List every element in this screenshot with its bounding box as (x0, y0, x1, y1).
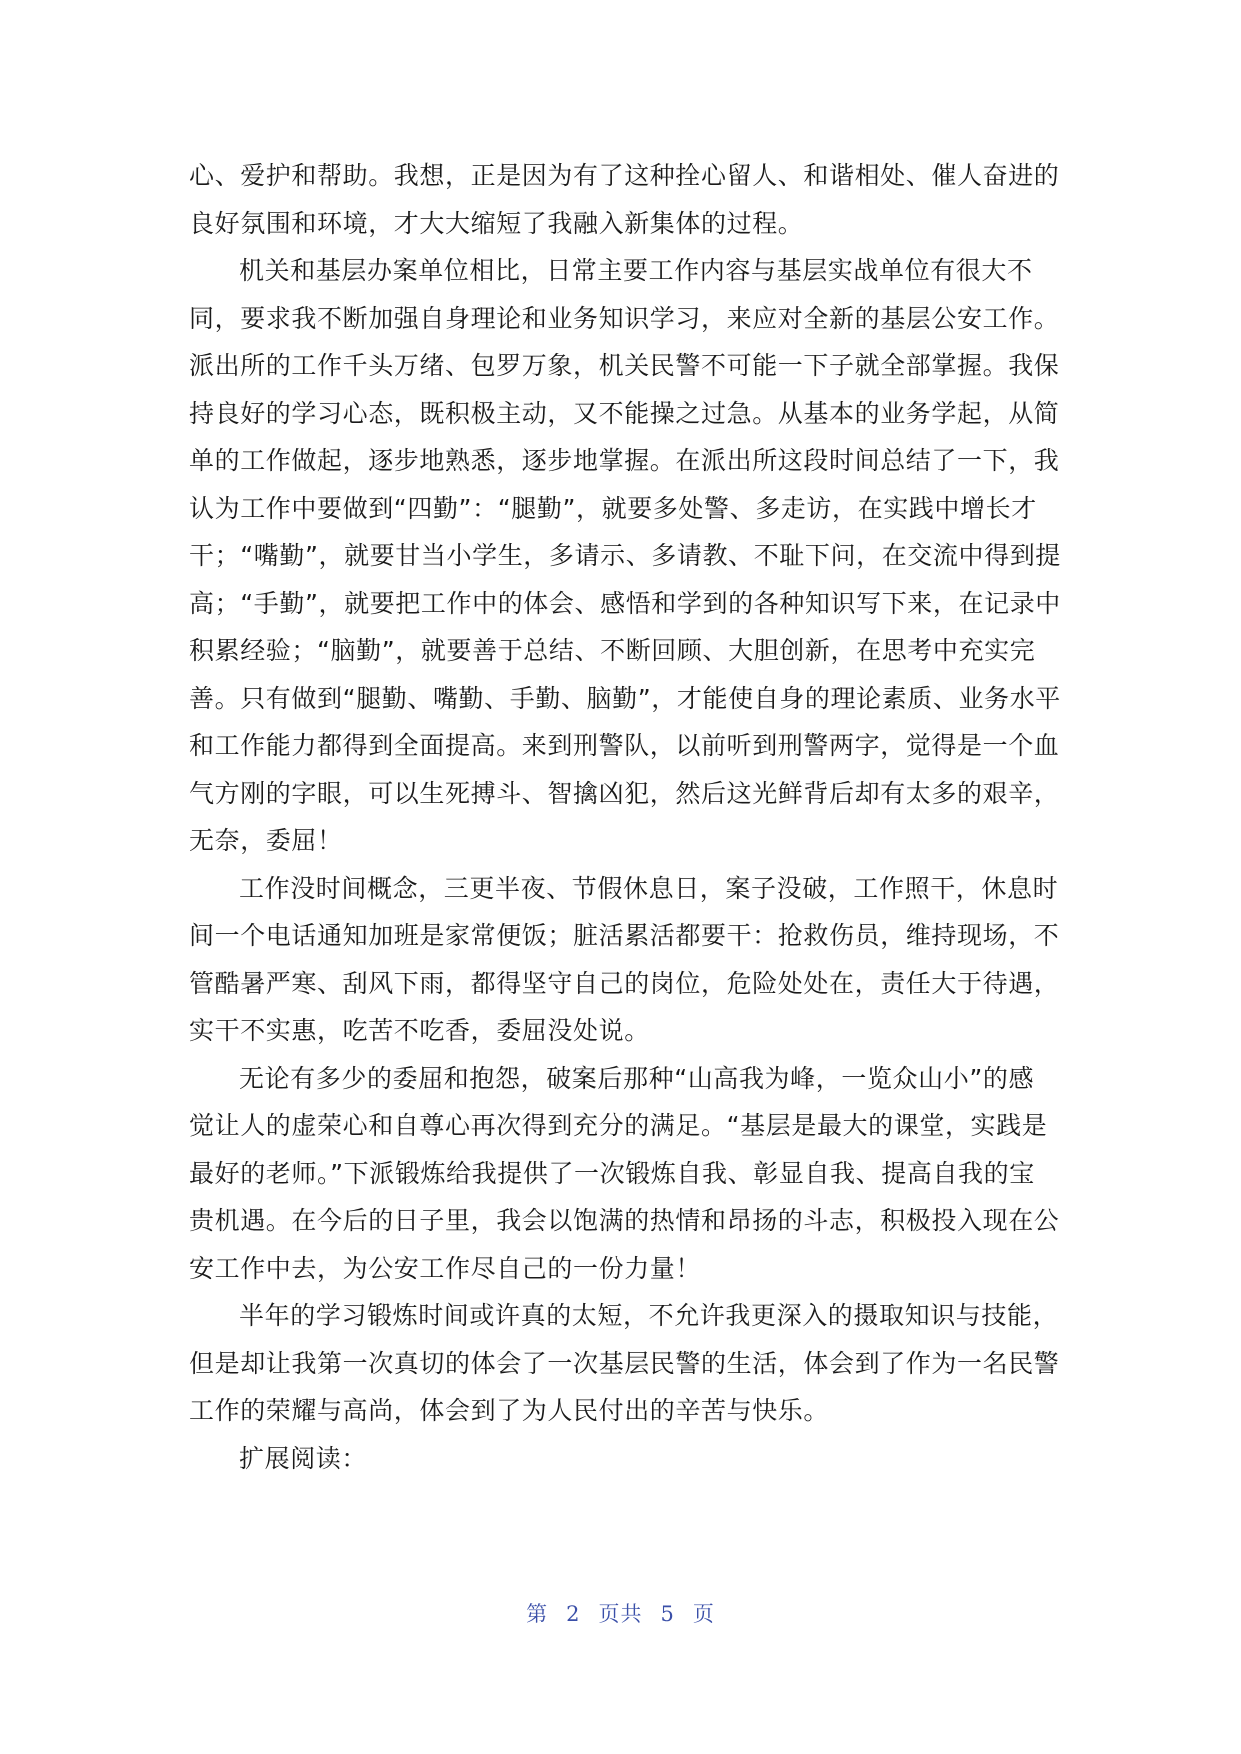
text-line: 实干不实惠，吃苦不吃香，委屈没处说。 (189, 1016, 650, 1045)
text-line: 善。只有做到“腿勤、嘴勤、手勤、脑勤”，才能使自身的理论素质、业务水平 (189, 683, 1061, 713)
text-line: 派出所的工作千头万绪、包罗万象，机关民警不可能一下子就全部掌握。我保 (189, 351, 1060, 380)
text-line: 最好的老师。”下派锻炼给我提供了一次锻炼自我、彰显自我、提高自我的宝 (189, 1158, 1035, 1188)
text-line: 工作没时间概念，三更半夜、节假休息日，案子没破，工作照干，休息时 (239, 873, 1059, 903)
text-line: 单的工作做起，逐步地熟悉，逐步地掌握。在派出所这段时间总结了一下，我 (189, 446, 1060, 475)
text-line: 认为工作中要做到“四勤”：“腿勤”，就要多处警、多走访，在实践中增长才 (189, 493, 1037, 523)
text-line: 但是却让我第一次真切的体会了一次基层民警的生活，体会到了作为一名民警 (189, 1348, 1060, 1378)
text-line: 半年的学习锻炼时间或许真的太短，不允许我更深入的摄取知识与技能， (239, 1301, 1059, 1330)
footer-middle: 页共 (598, 1602, 643, 1626)
footer-total-pages: 5 (660, 1602, 675, 1626)
footer-page-number: 2 (566, 1602, 581, 1626)
text-line: 气方刚的字眼，可以生死搏斗、智擒凶犯，然后这光鲜背后却有太多的艰辛， (189, 778, 1060, 808)
text-line: 扩展阅读： (239, 1443, 368, 1473)
text-line: 同，要求我不断加强自身理论和业务知识学习，来应对全新的基层公安工作。 (189, 303, 1060, 333)
text-line: 工作的荣耀与高尚，体会到了为人民付出的辛苦与快乐。 (189, 1396, 830, 1425)
text-line: 觉让人的虚荣心和自尊心再次得到充分的满足。“基层是最大的课堂，实践是 (189, 1111, 1048, 1140)
text-line: 间一个电话通知加班是家常便饭；脏活累活都要干：抢救伤员，维持现场，不 (189, 921, 1060, 950)
text-line: 无论有多少的委屈和抱怨，破案后那种“山高我为峰，一览众山小”的感 (239, 1063, 1035, 1093)
text-line: 管酷暑严寒、刮风下雨，都得坚守自己的岗位，危险处处在，责任大于待遇， (189, 968, 1060, 998)
footer-suffix: 页 (692, 1602, 715, 1626)
text-line: 机关和基层办案单位相比，日常主要工作内容与基层实战单位有很大不 (239, 256, 1033, 285)
text-line: 持良好的学习心态，既积极主动，又不能操之过急。从基本的业务学起，从简 (189, 398, 1060, 428)
text-line: 良好氛围和环境，才大大缩短了我融入新集体的过程。 (189, 208, 804, 238)
text-line: 贵机遇。在今后的日子里，我会以饱满的热情和昂扬的斗志，积极投入现在公 (189, 1206, 1060, 1235)
footer-prefix: 第 (526, 1602, 549, 1626)
text-line: 和工作能力都得到全面提高。来到刑警队，以前听到刑警两字，觉得是一个血 (189, 731, 1060, 760)
text-line: 安工作中去，为公安工作尽自己的一份力量！ (189, 1253, 702, 1283)
text-line: 心、爱护和帮助。我想，正是因为有了这种拴心留人、和谐相处、催人奋进的 (189, 161, 1060, 190)
text-line: 积累经验；“脑勤”，就要善于总结、不断回顾、大胆创新，在思考中充实完 (189, 636, 1036, 665)
page-footer (0, 1598, 1241, 1628)
text-line: 无奈，委屈！ (189, 826, 343, 855)
text-line: 高；“手勤”，就要把工作中的体会、感悟和学到的各种知识写下来，在记录中 (189, 588, 1061, 618)
text-line: 干；“嘴勤”，就要甘当小学生，多请示、多请教、不耻下问，在交流中得到提 (189, 541, 1061, 570)
body-text (189, 152, 1059, 1482)
